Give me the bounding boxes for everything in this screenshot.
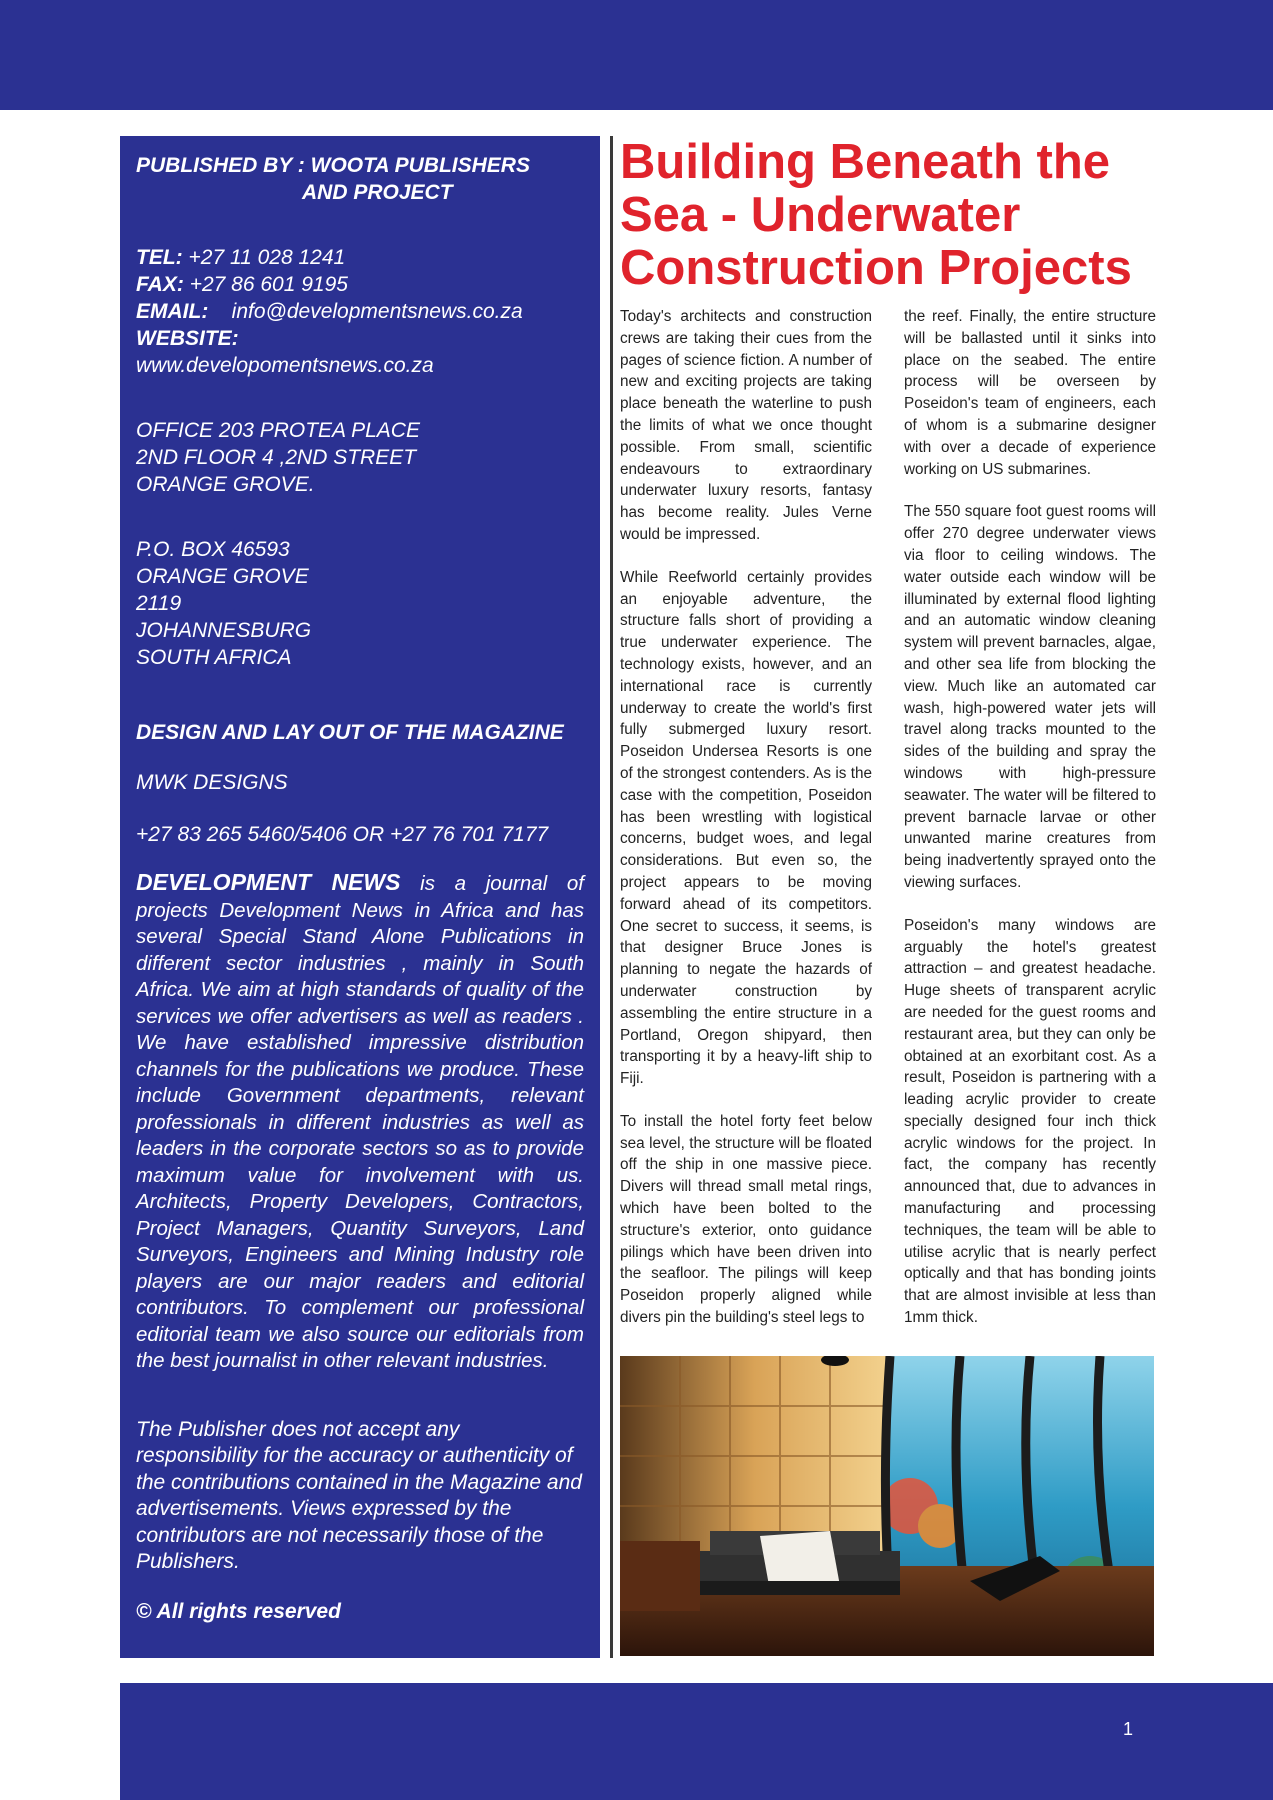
- column-divider: [610, 136, 613, 1658]
- contact-details: TEL: +27 11 028 1241 FAX: +27 86 601 9195 EMAIL: info@developmentsnews.co.za WEBSITE: www.developomentsnews.co.za: [136, 246, 523, 377]
- published-by: PUBLISHED BY : WOOTA PUBLISHERS AND PROJECT: [136, 154, 530, 204]
- website-value: www.developomentsnews.co.za: [136, 354, 434, 377]
- fax-value: +27 86 601 9195: [189, 273, 348, 296]
- disclaimer: The Publisher does not accept any responsibility for the accuracy or authenticity of the contributions contained in the Magazine and advertisements. Views expressed by the contributors are not necessarily those of the Publishers.: [136, 1417, 582, 1573]
- postal-address: P.O. BOX 46593 ORANGE GROVE 2119 JOHANNESBURG SOUTH AFRICA: [136, 538, 312, 669]
- paragraph: Poseidon's many windows are arguably the hotel's greatest attraction – and greatest headache. Huge sheets of transparent acrylic are needed for the guest rooms and restaurant area, but they can only be obtained at an exorbitant cost. As a result, Poseidon is partnering with a leading acrylic provider to create specially designed four inch thick acrylic windows for the project. In fact, the company has recently announced that, due to advances in manufacturing and processing techniques, the team will be able to utilise acrylic that is nearly perfect optically and that has bonding joints that are almost invisible at less than 1mm thick.: [904, 916, 1156, 1327]
- designer-phones: +27 83 265 5460/5406 OR +27 76 701 7177: [136, 823, 549, 846]
- underwater-hotel-photo: [620, 1356, 1154, 1656]
- tel-value: +27 11 028 1241: [188, 246, 346, 269]
- publisher-info-panel: [120, 136, 600, 1658]
- article-column-2: [904, 306, 1156, 1350]
- bed: [690, 1531, 900, 1595]
- design-heading: DESIGN AND LAY OUT OF THE MAGAZINE: [136, 721, 564, 744]
- copyright: © All rights reserved: [136, 1599, 341, 1623]
- about-journal: DEVELOPMENT NEWS is a journal of projects Development News in Africa and has several Special Stand Alone Publications in different sector industries , mainly in South Africa. We aim at high standards of quality of the services we offer advertisers as well as readers . We have established impressive distribution channels for the publications we produce. These include Government departments, relevant professionals in different industries as well as leaders in the corporate sectors so as to provide maximum value for involvement with us. Architects, Property Developers, Contractors, Project Managers, Quantity Surveyors, Land Surveyors, Engineers and Mining Industry role players are our major readers and editorial contributors. To complement our professional editorial team we also source our editorials from the best journalist in other relevant industries.: [136, 869, 585, 1372]
- designer-name: MWK DESIGNS: [136, 771, 288, 794]
- article-column-1: [620, 306, 872, 1350]
- top-banner: [0, 0, 1273, 110]
- paragraph: While Reefworld certainly provides an enjoyable adventure, the structure falls short of providing a true underwater experience. The technology exists, however, and an international race is currently underway to create the world's first fully submerged luxury resort. Poseidon Undersea Resorts is one of the strongest contenders. As is the case with the competition, Poseidon has been wrestling with logistical concerns, budget woes, and legal considerations. But even so, the project appears to be moving forward ahead of its competitors. One secret to success, it seems, is that designer Bruce Jones is planning to negate the hazards of underwater construction by assembling the entire structure in a Portland, Oregon shipyard, then transporting it by a heavy-lift ship to Fiji.: [620, 568, 872, 1088]
- office-address: OFFICE 203 PROTEA PLACE 2ND FLOOR 4 ,2ND STREET ORANGE GROVE.: [136, 419, 420, 496]
- paragraph: The 550 square foot guest rooms will offer 270 degree underwater views via floor to ceiling windows. The water outside each window will be illuminated by external flood lighting and an automatic window cleaning system will prevent barnacles, algae, and other sea life from blocking the view. Much like an automated car wash, high-powered water jets will travel along tracks mounted to the sides of the building and spray the windows with high-pressure seawater. The water will be filtered to prevent barnacle larvae or other unwanted marine creatures from being inadvertently sprayed onto the viewing surfaces.: [904, 503, 1156, 891]
- nightstand: [620, 1541, 700, 1611]
- about-lead: DEVELOPMENT NEWS: [136, 869, 401, 895]
- article-headline: Building Beneath the Sea - Underwater Construction Projects: [620, 135, 1132, 295]
- footer-banner: [120, 1683, 1273, 1800]
- paragraph: To install the hotel forty feet below sea level, the structure will be floated off the ship in one massive piece. Divers will thread small metal rings, which have been bolted to the structure's exterior, onto guidance pilings which have been driven into the seafloor. The pilings will keep Poseidon properly aligned while divers pin the building's steel legs to: [620, 1112, 872, 1327]
- email-value: info@developmentsnews.co.za: [231, 300, 523, 323]
- paragraph: Today's architects and construction crews are taking their cues from the pages of science fiction. A number of new and exciting projects are taking place beneath the waterline to push the limits of what we once thought possible. From small, scientific endeavours to extraordinary underwater luxury resorts, fantasy has become reality. Jules Verne would be impressed.: [620, 308, 872, 543]
- page-number: 1: [1122, 1719, 1133, 1739]
- paragraph: the reef. Finally, the entire structure will be ballasted until it sinks into place on the seabed. The entire process will be overseen by Poseidon's team of engineers, each of whom is a submarine designer with over a decade of experience working on US submarines.: [904, 308, 1156, 478]
